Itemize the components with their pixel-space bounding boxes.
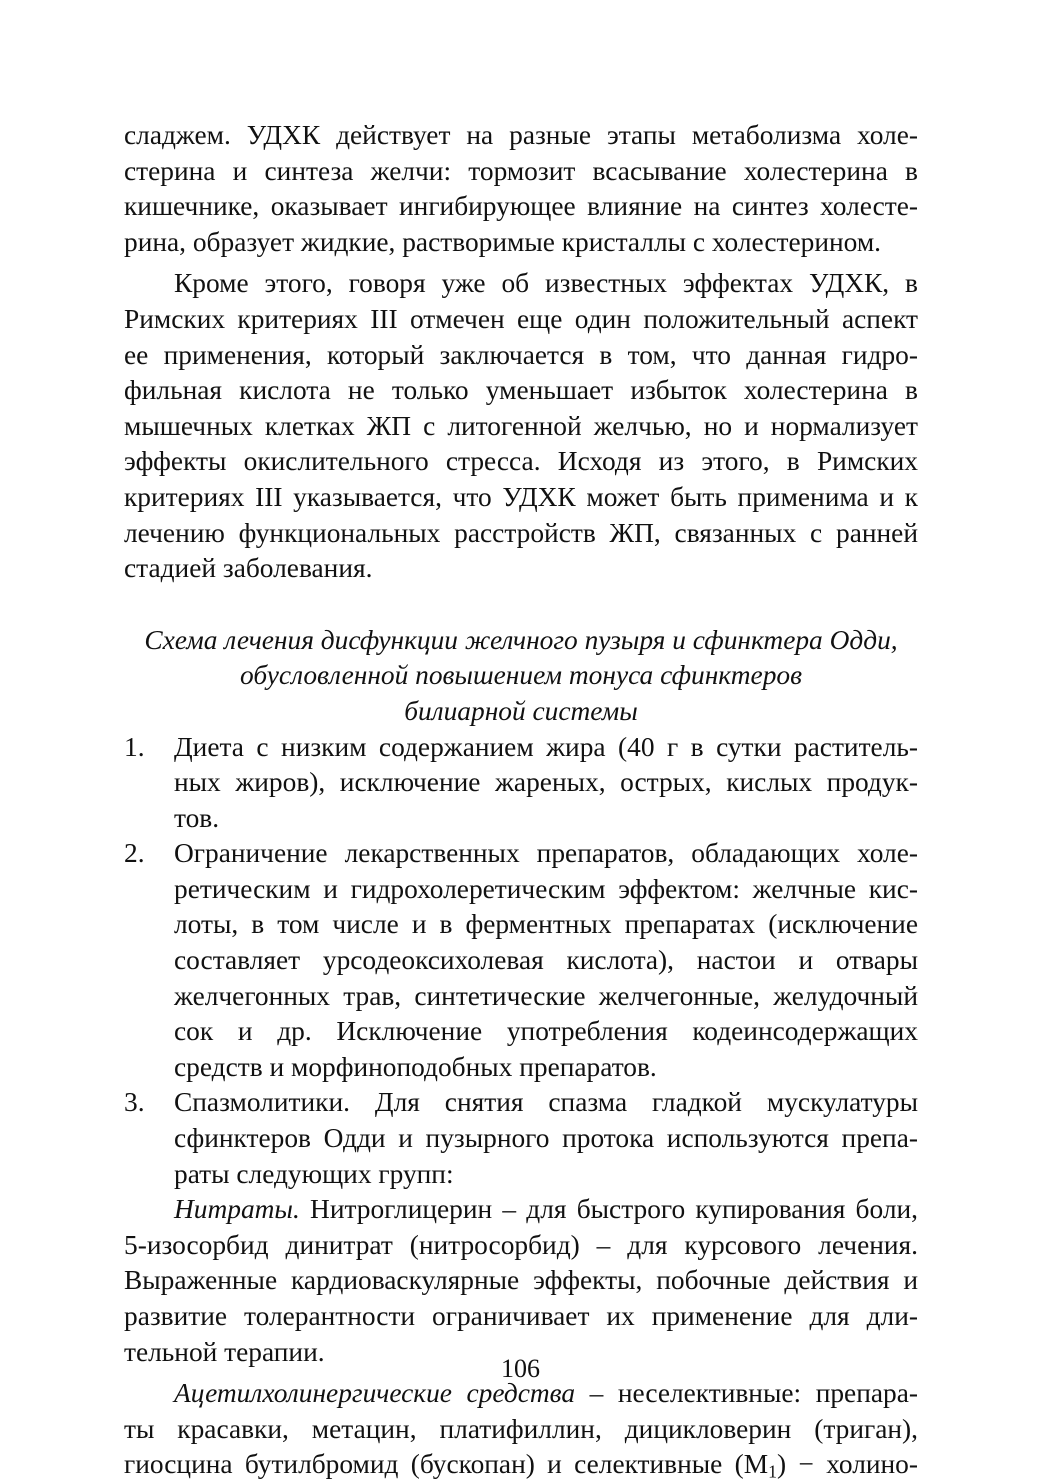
list-number: 2. xyxy=(124,838,145,869)
text-line xyxy=(124,1447,918,1483)
heading-line: обусловленной повышением тонуса сфинктеров xyxy=(240,660,802,691)
text-line: раты следующих групп: xyxy=(174,1158,454,1189)
text-line: тов. xyxy=(174,802,220,833)
list-number: 3. xyxy=(124,1087,145,1118)
section-heading xyxy=(124,623,918,730)
acetylcholine-term: Ацетилхолинергические средства xyxy=(174,1378,576,1409)
text-line: Спазмолитики. Для снятия спазма гладкой мускулатуры xyxy=(174,1087,918,1118)
heading-line: Схема лечения дисфункции желчного пузыря и сфинктера Одди, xyxy=(144,624,898,655)
text-line: стадией заболевания. xyxy=(124,553,373,584)
list-number: 1. xyxy=(124,731,145,762)
text-line: ее применения, который заключается в том, что данная гидро- xyxy=(124,339,918,370)
text-line: стерина и синтеза желчи: тормозит всасывание холестерина в xyxy=(124,155,918,186)
nitrates-first-line: Нитроглицерин – для быстрого купирования боли, xyxy=(299,1194,918,1225)
nitrates-term: Нитраты. xyxy=(174,1194,300,1225)
text-line: желчегонных трав, синтетические желчегонные, желудочный xyxy=(174,980,918,1011)
text-line: средств и морфиноподобных препаратов. xyxy=(174,1051,657,1082)
list-item-1 xyxy=(124,730,918,837)
page-number: 106 xyxy=(501,1354,540,1383)
text-line: лоты, в том числе и в ферментных препаратах (исключение xyxy=(174,909,918,940)
text-line: составляет урсодеоксихолевая кислота), настои и отвары xyxy=(174,945,918,976)
text-line: мышечных клетках ЖП с литогенной желчью, но и нормализует xyxy=(124,410,918,441)
list-item-3 xyxy=(124,1085,918,1192)
text-line: развитие толерантности ограничивает их применение для дли- xyxy=(124,1301,918,1331)
text-line: сфинктеров Одди и пузырного протока используются препа- xyxy=(174,1123,918,1154)
text-line: Римских критериях III отмечен еще один положительный аспект xyxy=(124,303,918,334)
text-line: лечению функциональных расстройств ЖП, связанных с ранней xyxy=(124,517,918,548)
subscript: 1 xyxy=(768,1461,778,1482)
text-line: ных жиров), исключение жареных, острых, кислых продук- xyxy=(174,767,918,798)
paragraph-2 xyxy=(124,266,918,586)
acetylcholine-line3-a: гиосцина бутилбромид (бускопан) и селективные (М xyxy=(124,1449,769,1480)
list-item-2 xyxy=(124,836,918,1085)
page-body xyxy=(124,118,918,1483)
acetylcholine-first-line: – неселективные: препара- xyxy=(575,1378,918,1409)
text-line: Выраженные кардиоваскулярные эффекты, побочные действия и xyxy=(124,1265,918,1296)
text-line: ретическим и гидрохолеретическим эффектом: желчные кис- xyxy=(174,873,918,904)
paragraph-acetylcholine xyxy=(124,1376,918,1483)
text-line: Диета с низким содержанием жира (40 г в сутки раститель- xyxy=(174,731,918,762)
text-line: сладжем. УДХК действует на разные этапы метаболизма холе- xyxy=(124,120,918,150)
text-line: Кроме этого, говоря уже об известных эффектах УДХК, в xyxy=(174,268,918,299)
acetylcholine-line3-b: ) − холино- xyxy=(777,1449,918,1480)
text-line: 5-изосорбид динитрат (нитросорбид) – для курсового лечения. xyxy=(124,1229,918,1260)
text-line: критериях III указывается, что УДХК может быть применима и к xyxy=(124,481,918,512)
paragraph-1 xyxy=(124,118,918,260)
text-line: ты красавки, метацин, платифиллин, дицикловерин (триган), xyxy=(124,1413,918,1444)
text-line: эффекты окислительного стресса. Исходя из этого, в Римских xyxy=(124,446,918,477)
text-line: кишечнике, оказывает ингибирующее влияние на синтез холесте- xyxy=(124,191,918,222)
paragraph-nitrates xyxy=(124,1192,918,1370)
text-line xyxy=(124,1192,918,1228)
text-line: тельной терапии. xyxy=(124,1336,325,1367)
heading-line: билиарной системы xyxy=(404,695,638,726)
text-line: рина, образует жидкие, растворимые кристаллы с холестерином. xyxy=(124,226,882,257)
text-line: фильная кислота не только уменьшает избыток холестерина в xyxy=(124,375,918,406)
text-line: сок и др. Исключение употребления кодеинсодержащих xyxy=(174,1016,918,1047)
text-line: Ограничение лекарственных препаратов, обладающих холе- xyxy=(174,838,918,869)
